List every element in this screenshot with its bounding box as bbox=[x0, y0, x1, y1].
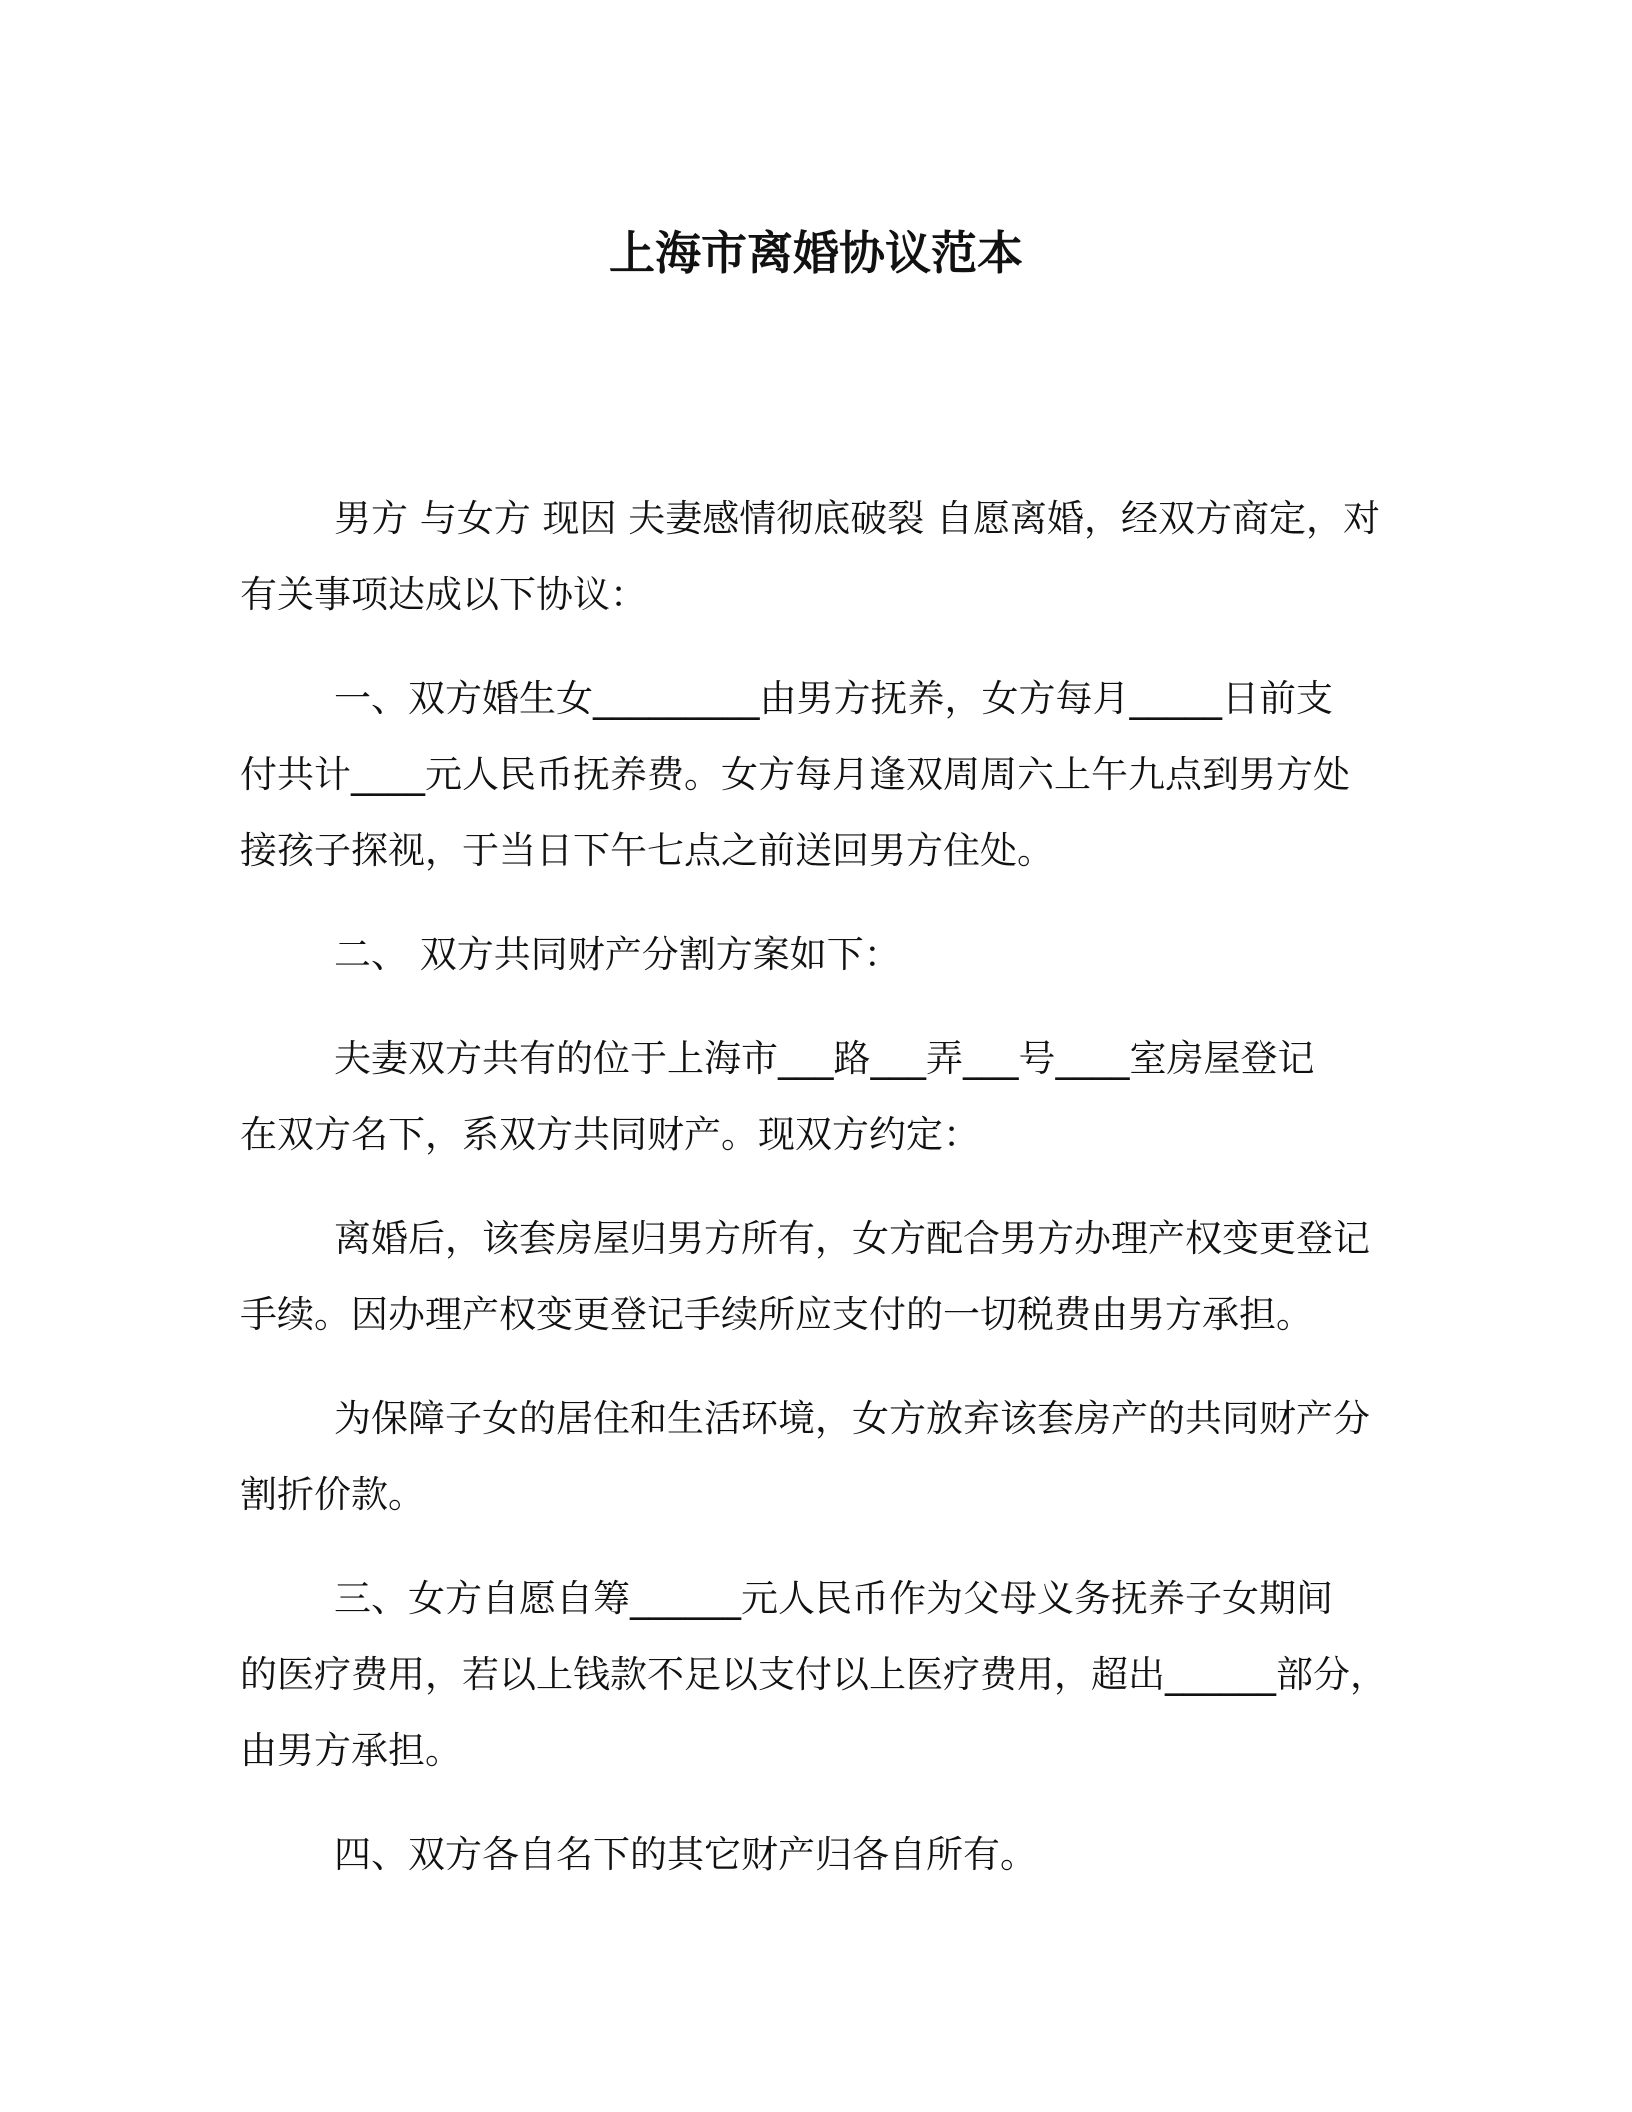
clause-1-line-1: 一、双方婚生女_________由男方抚养，女方每月_____日前支 bbox=[334, 677, 1333, 720]
clause-2-after-divorce-line-2: 手续。因办理产权变更登记手续所应支付的一切税费由男方承担。 bbox=[240, 1293, 1313, 1336]
para-intro-line-2: 有关事项达成以下协议： bbox=[240, 573, 647, 616]
clause-2-after-divorce-line-1: 离婚后，该套房屋归男方所有，女方配合男方办理产权变更登记 bbox=[334, 1217, 1370, 1260]
clause-3-line-2: 的医疗费用，若以上钱款不足以支付以上医疗费用，超出______部分， bbox=[240, 1653, 1387, 1696]
clause-4-line-1: 四、双方各自名下的其它财产归各自所有。 bbox=[334, 1833, 1037, 1876]
clause-2-heading: 二、 双方共同财产分割方案如下： bbox=[334, 933, 901, 976]
clause-2-waiver-line-2: 割折价款。 bbox=[240, 1473, 425, 1516]
clause-3-line-3: 由男方承担。 bbox=[240, 1729, 462, 1772]
clause-2-property-line-1: 夫妻双方共有的位于上海市___路___弄___号____室房屋登记 bbox=[334, 1037, 1315, 1080]
clause-2-property-line-2: 在双方名下，系双方共同财产。现双方约定： bbox=[240, 1113, 980, 1156]
clause-2-waiver-line-1: 为保障子女的居住和生活环境，女方放弃该套房产的共同财产分 bbox=[334, 1397, 1370, 1440]
clause-1-line-2: 付共计____元人民币抚养费。女方每月逢双周周六上午九点到男方处 bbox=[240, 753, 1350, 796]
para-intro-line-1: 男方 与女方 现因 夫妻感情彻底破裂 自愿离婚，经双方商定，对 bbox=[334, 497, 1381, 540]
document-title: 上海市离婚协议范本 bbox=[609, 226, 1023, 280]
clause-3-line-1: 三、女方自愿自筹______元人民币作为父母义务抚养子女期间 bbox=[334, 1577, 1333, 1620]
clause-1-line-3: 接孩子探视，于当日下午七点之前送回男方住处。 bbox=[240, 829, 1054, 872]
